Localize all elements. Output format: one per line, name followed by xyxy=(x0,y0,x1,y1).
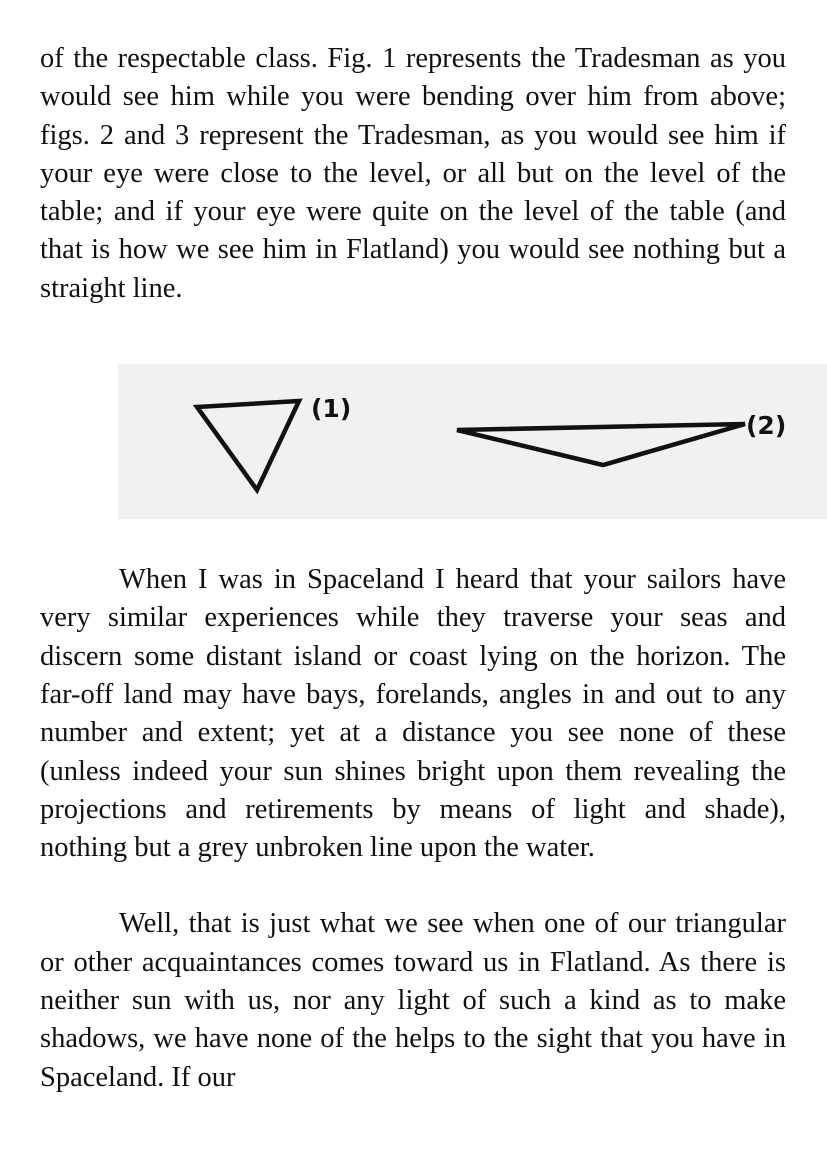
triangle-fig2 xyxy=(457,424,745,465)
paragraph-3: Well, that is just what we see when one of our triangular or other acquaintances comes toward us in Flatland. As there is neither sun with us, nor any light of such a kind as to make shadows, we have none of the helps to the sight that you have in Spaceland. If our xyxy=(40,908,786,1093)
fig1-label: (1) xyxy=(311,394,352,424)
paragraph-2: When I was in Spaceland I heard that your sailors have very similar experiences while they traverse your seas and discern some distant island or coast lying on the horizon. The far-off land may have bays, forelands, angles in and out to any number and extent; yet at a distance you see none of these (unless indeed your sun shines bright upon them revealing the projections and retirements by means of light and shade), nothing but a grey unbroken line upon the water. xyxy=(40,564,786,864)
triangle-fig1 xyxy=(197,401,299,490)
fig2-label: (2) xyxy=(746,411,787,441)
tradesman-figure-drawing xyxy=(118,364,827,519)
paragraph-1: of the respectable class. Fig. 1 represents the Tradesman as you would see him while you were bending over him from above; figs. 2 and 3 represent the Tradesman, as you would see him if your eye were close to the level, or all but on the level of the table; and if your eye were quite on the level of the table (and that is how we see him in Flatland) you would see nothing but a straight line. xyxy=(40,43,786,304)
page-text xyxy=(40,40,786,1097)
tradesman-figure xyxy=(118,364,827,519)
